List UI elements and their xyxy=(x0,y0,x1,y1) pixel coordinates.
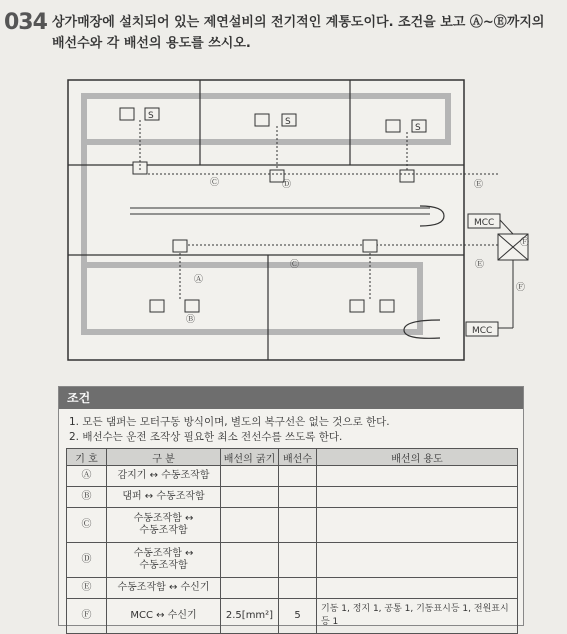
conditions-title: 조건 xyxy=(59,387,523,409)
row-type: 수동조작함 ↔ 수신기 xyxy=(107,578,221,599)
table-row xyxy=(67,599,518,634)
question-number: 034 xyxy=(4,10,47,35)
svg-text:Ⓓ: Ⓓ xyxy=(282,180,292,190)
row-use[interactable] xyxy=(317,543,518,578)
svg-text:Ⓐ: Ⓐ xyxy=(194,275,204,285)
header-count: 배선수 xyxy=(279,449,317,466)
table-row xyxy=(67,466,518,487)
row-thickness[interactable] xyxy=(221,508,279,543)
row-count[interactable] xyxy=(279,543,317,578)
table-row xyxy=(67,508,518,543)
header-thickness: 배선의 굵기 xyxy=(221,449,279,466)
header-type: 구 분 xyxy=(107,449,221,466)
row-symbol: Ⓑ xyxy=(67,487,107,508)
table-row xyxy=(67,578,518,599)
svg-text:Ⓒ: Ⓒ xyxy=(210,178,220,188)
svg-text:MCC: MCC xyxy=(474,218,495,228)
row-thickness[interactable] xyxy=(221,578,279,599)
row-type: 수동조작함 ↔ 수동조작함 xyxy=(107,508,221,543)
condition-1: 1. 모든 댐퍼는 모터구동 방식이며, 별도의 복구선은 없는 것으로 한다. xyxy=(69,416,390,428)
header-use: 배선의 용도 xyxy=(317,449,518,466)
svg-text:S: S xyxy=(285,117,291,127)
table-header-row xyxy=(67,449,518,466)
row-use: 기동 1, 정지 1, 공통 1, 기동표시등 1, 전원표시등 1 xyxy=(317,599,518,634)
svg-text:Ⓔ: Ⓔ xyxy=(475,260,485,270)
header-symbol: 기 호 xyxy=(67,449,107,466)
row-use[interactable] xyxy=(317,466,518,487)
row-symbol: Ⓐ xyxy=(67,466,107,487)
row-count[interactable] xyxy=(279,487,317,508)
row-type: 수동조작함 ↔ 수동조작함 xyxy=(107,543,221,578)
table-row xyxy=(67,487,518,508)
row-symbol: Ⓒ xyxy=(67,508,107,543)
row-count[interactable] xyxy=(279,578,317,599)
row-thickness: 2.5[mm²] xyxy=(221,599,279,634)
row-type: 감지기 ↔ 수동조작함 xyxy=(107,466,221,487)
question-text: 상가매장에 설치되어 있는 제연설비의 전기적인 계통도이다. 조건을 보고 Ⓐ~Ⓔ까지의 배선수와 각 배선의 용도를 쓰시오. xyxy=(52,15,545,51)
svg-text:Ⓕ: Ⓕ xyxy=(520,238,530,248)
row-symbol: Ⓕ xyxy=(67,599,107,634)
condition-2: 2. 배선수는 운전 조작상 필요한 최소 전선수를 쓰도록 한다. xyxy=(69,431,343,443)
row-symbol: Ⓔ xyxy=(67,578,107,599)
row-count[interactable] xyxy=(279,466,317,487)
svg-text:S: S xyxy=(415,123,421,133)
row-type: 댐퍼 ↔ 수동조작함 xyxy=(107,487,221,508)
svg-text:MCC: MCC xyxy=(472,326,493,336)
row-thickness[interactable] xyxy=(221,543,279,578)
row-use[interactable] xyxy=(317,508,518,543)
row-thickness[interactable] xyxy=(221,466,279,487)
row-use[interactable] xyxy=(317,578,518,599)
table-row xyxy=(67,543,518,578)
svg-text:Ⓒ: Ⓒ xyxy=(290,260,300,270)
row-type: MCC ↔ 수신기 xyxy=(107,599,221,634)
row-count: 5 xyxy=(279,599,317,634)
smoke-control-system-diagram xyxy=(0,70,567,370)
row-use[interactable] xyxy=(317,487,518,508)
svg-text:Ⓑ: Ⓑ xyxy=(186,315,196,325)
wiring-table xyxy=(66,448,518,634)
row-symbol: Ⓓ xyxy=(67,543,107,578)
svg-text:Ⓕ: Ⓕ xyxy=(516,283,526,293)
svg-text:S: S xyxy=(148,111,154,121)
svg-text:Ⓔ: Ⓔ xyxy=(474,180,484,190)
row-thickness[interactable] xyxy=(221,487,279,508)
row-count[interactable] xyxy=(279,508,317,543)
